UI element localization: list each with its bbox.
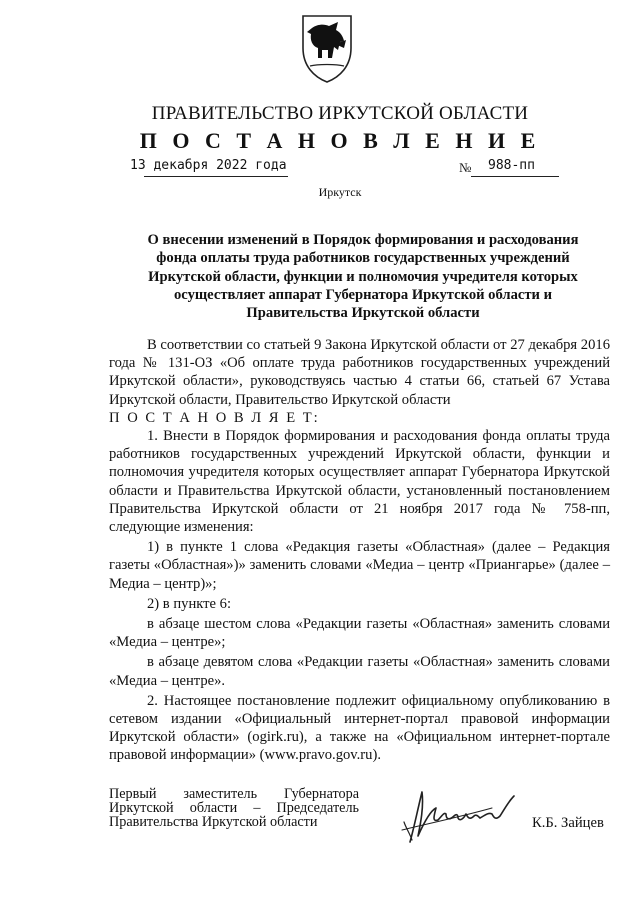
position-line: Первый заместитель Губернатора — [109, 786, 359, 802]
document-date: 13 декабря 2022 года — [130, 158, 287, 173]
handwritten-signature — [396, 778, 536, 848]
signer-name: К.Б. Зайцев — [532, 815, 604, 831]
item-1-1-paragraph: 1) в пункте 1 слова «Редакция газеты «Областная» (далее – Редакция газеты «Областная»)» заменить словами «Медиа – центр «Приангарье» (далее – Медиа – центр)»; — [109, 539, 610, 592]
number-underline — [471, 176, 559, 177]
signatory-position — [109, 787, 359, 829]
document-heading — [118, 231, 608, 322]
city-name: Иркутск — [318, 185, 362, 199]
position-line: Иркутской области – Председатель — [109, 800, 359, 816]
heading-line: фонда оплаты труда работников государственных учреждений — [156, 250, 570, 267]
number-sign: № — [459, 160, 472, 175]
item-1-2-paragraph: 2) в пункте 6: — [147, 595, 232, 612]
item-1-paragraph: 1. Внести в Порядок формирования и расходования фонда оплаты труда работников государственных учреждений Иркутской области, функции и полномочия учредителя которых осуществляет аппарат Губернатора Иркутской области и Правительства Иркутской области, установленный постановлением Правительства Иркутской области от 21 ноября 2017 года № 758-пп, следующие изменения: — [109, 428, 610, 536]
coat-of-arms-icon — [300, 14, 354, 84]
heading-line: О внесении изменений в Порядок формирования и расходования — [147, 232, 579, 248]
preamble-paragraph: В соответствии со статьей 9 Закона Иркутской области от 27 декабря 2016 года № 131-ОЗ «Об оплате труда работников государственных учреждений Иркутской области», руководствуясь частью 4 статьи 66, статьей 67 Устава Иркутской области, Правительство Иркутской области — [109, 337, 610, 408]
item-1-2a-paragraph: в абзаце шестом слова «Редакции газеты «Областная» заменить словами «Медиа – центре»; — [109, 616, 610, 651]
date-underline — [144, 176, 288, 177]
document-type: П О С Т А Н О В Л Е Н И Е — [139, 128, 541, 153]
heading-line: осуществляет аппарат Губернатора Иркутской области и — [173, 286, 553, 303]
item-1-2b-paragraph: в абзаце девятом слова «Редакции газеты «Областная» заменить словами «Медиа – центре». — [109, 654, 610, 689]
position-line: Правительства Иркутской области — [109, 814, 318, 830]
document-number: 988-пп — [488, 158, 535, 173]
document-body — [109, 336, 610, 765]
heading-line: Правительства Иркутской области — [246, 305, 480, 322]
resolve-heading: П О С Т А Н О В Л Я Е Т: — [109, 409, 320, 426]
heading-line: Иркутской области, функции и полномочия учредителя которых — [148, 268, 578, 285]
government-name: ПРАВИТЕЛЬСТВО ИРКУТСКОЙ ОБЛАСТИ — [151, 103, 529, 124]
item-2-paragraph: 2. Настоящее постановление подлежит официальному опубликованию в сетевом издании «Официальный интернет-портал правовой информации Иркутской области» (ogirk.ru), а также на «Официальном интернет-портале правовой информации» (www.pravo.gov.ru). — [109, 692, 610, 764]
